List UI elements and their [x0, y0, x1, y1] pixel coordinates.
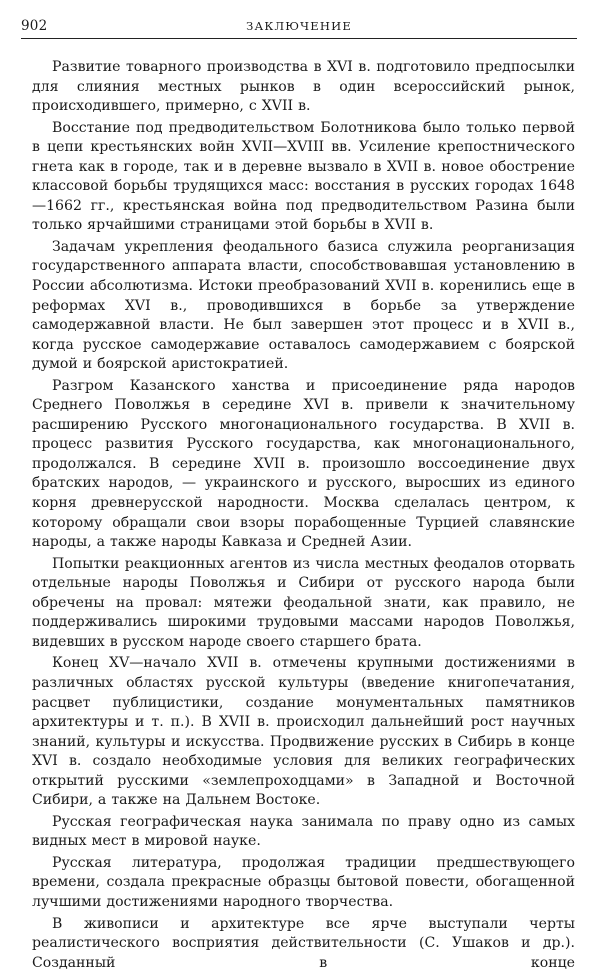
paragraph: Русская географическая наука занимала по праву одно из самых видных мест в мировой науке.	[32, 813, 575, 850]
paragraph: В живописи и архитектуре все ярче выступали черты реалистического восприятия действительности (С. Ушаков и др.). Созданный в конце	[32, 915, 575, 971]
paragraph: Русская литература, продолжая традиции предшествующего времени, создала прекрасные образцы бытовой повести, обогащенной лучшими достижениями народного творчества.	[32, 854, 575, 910]
body-text	[32, 58, 575, 975]
paragraph: Конец XV—начало XVII в. отмечены крупными достижениями в различных областях русской культуры (введение книгопечатания, расцвет публицистики, создание монументальных памятников архитектуры и т. п.). В XVII в. происходил дальнейший рост научных знаний, культуры и искусства. Продвижение русских в Сибирь в конце XVI в. создало необходимые условия для великих географических открытий русскими «землепроходцами» в Западной и Восточной Сибири, а также на Дальнем Востоке.	[32, 655, 575, 809]
paragraph: Восстание под предводительством Болотникова было только первой в цепи крестьянских войн XVII—XVIII вв. Усиление крепостнического гнета как в городе, так и в деревне вызвало в XVII в. новое обострение классовой борьбы трудящихся масс: восстания в русских городах 1648—1662 гг., крестьянская война под предводительством Разина были только ярчайшими страницами этой борьбы в XVII в.	[32, 119, 575, 234]
paragraph: Задачам укрепления феодального базиса служила реорганизация государственного аппарата власти, способствовавшая установлению в России абсолютизма. Истоки преобразований XVII в. коренились еще в реформах XVI в., проводившихся в борьбе за утверждение самодержавной власти. Не был завершен этот процесс и в XVII в., когда русское самодержавие оставалось самодержавием с боярской думой и боярской аристократией.	[32, 238, 575, 373]
header-rule	[21, 38, 577, 39]
paragraph: Разгром Казанского ханства и присоединение ряда народов Среднего Поволжья в середине XVI в. привели к значительному расширению Русского многонационального государства. В XVII в. процесс развития Русского государства, как многонационального, продолжался. В середине XVII в. произошло воссоединение двух братских народов, — украинского и русского, выросших из единого корня древнерусской народности. Москва сделалась центром, к которому обращали свои взоры порабощенные Турцией славянские народы, а также народы Кавказа и Средней Азии.	[32, 377, 575, 551]
running-title: ЗАКЛЮЧЕНИЕ	[246, 19, 352, 33]
page-number: 902	[21, 18, 48, 34]
page-header	[21, 16, 577, 38]
paragraph: Развитие товарного производства в XVI в. подготовило предпосылки для слияния местных рынков в один всероссийский рынок, происходившего, примерно, с XVII в.	[32, 59, 575, 115]
paragraph: Попытки реакционных агентов из числа местных феодалов оторвать отдельные народы Поволжья и Сибири от русского народа были обречены на провал: мятежи феодальной знати, как правило, не поддерживались широкими трудовыми массами народов Поволжья, видевших в русском народе своего старшего брата.	[32, 555, 575, 650]
